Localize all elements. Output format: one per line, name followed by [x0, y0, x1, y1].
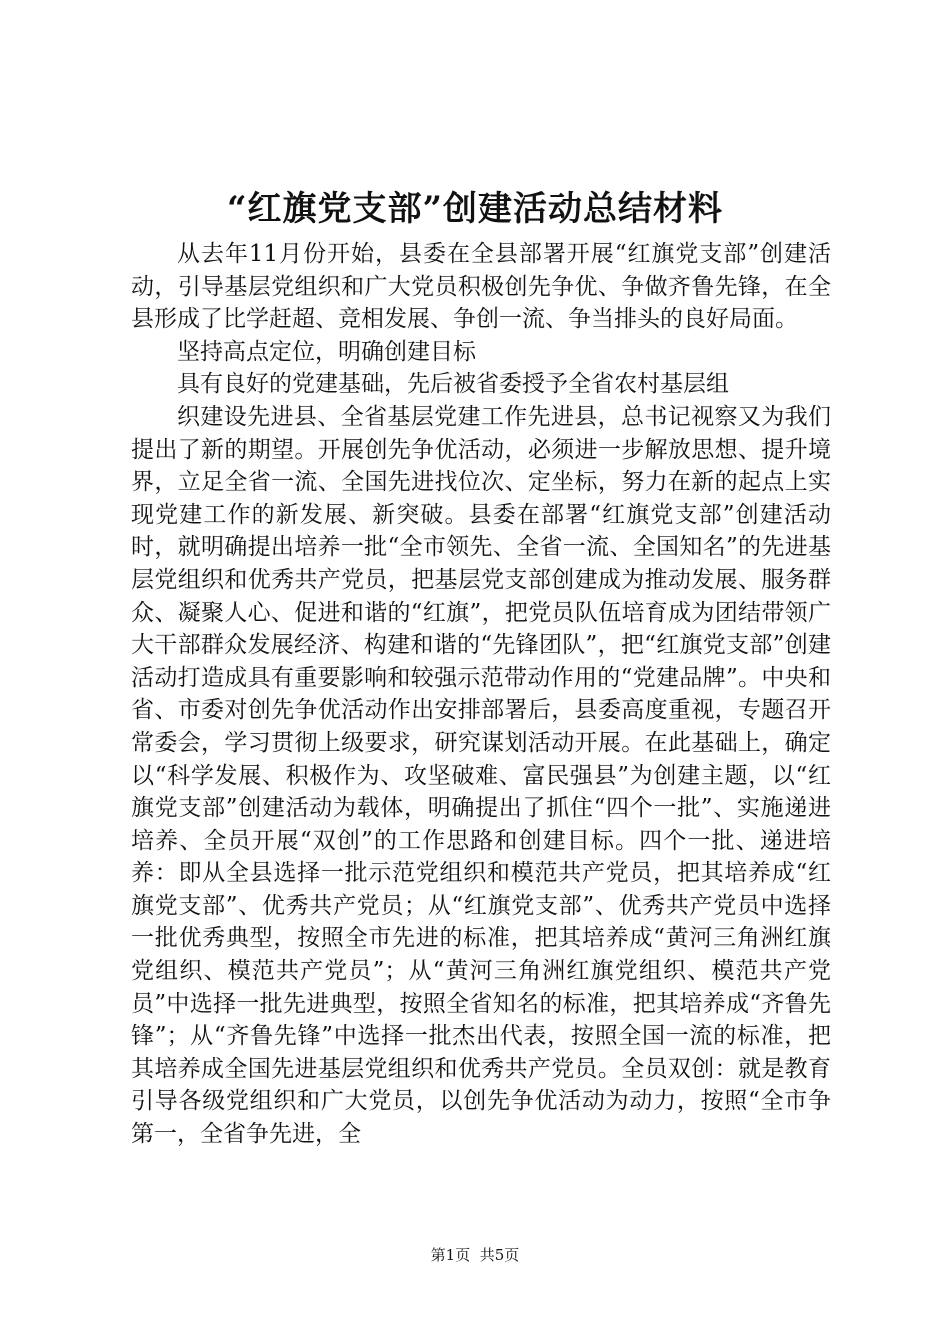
total-pages: 共5页 [479, 1246, 520, 1264]
footer-spacer [470, 1246, 480, 1264]
page-number: 第1页 [430, 1246, 471, 1264]
page-footer [0, 1244, 950, 1266]
document-title: “红旗党支部”创建活动总结材料 [226, 189, 724, 229]
paragraph-section-heading: 坚持高点定位，明确创建目标 [177, 338, 476, 365]
paragraph-main: 织建设先进县、全省基层党建工作先进县，总书记视察又为我们提出了新的期望。开展创先争优活动，必须进一步解放思想、提升境界，立足全省一流、全国先进找位次、定坐标，努力在新的起点上实现党建工作的新发展、新突破。县委在部署“红旗党支部”创建活动时，就明确提出培养一批“全市领先、全省一流、全国知名”的先进基层党组织和优秀共产党员，把基层党支部创建成为推动发展、服务群众、凝聚人心、促进和谐的“红旗”，把党员队伍培育成为团结带领广大干部群众发展经济、构建和谐的“先锋团队”，把“红旗党支部”创建活动打造成具有重要影响和较强示范带动作用的“党建品牌”。中央和省、市委对创先争优活动作出安排部署后，县委高度重视，专题召开常委会，学习贯彻上级要求，研究谋划活动开展。在此基础上，确定以“科学发展、积极作为、攻坚破难、富民强县”为创建主题，以“红旗党支部”创建活动为载体，明确提出了抓住“四个一批”、实施递进培养、全员开展“双创”的工作思路和创建目标。四个一批、递进培养：即从全县选择一批示范党组织和模范共产党员，把其培养成“红旗党支部”、优秀共产党员；从“红旗党支部”、优秀共产党员中选择一批优秀典型，按照全市先进的标准，把其培养成“黄河三角洲红旗党组织、模范共产党员”；从“黄河三角洲红旗党组织、模范共产党员”中选择一批先进典型，按照全省知名的标准，把其培养成“齐鲁先锋”；从“齐鲁先锋”中选择一批杰出代表，按照全国一流的标准，把其培养成全国先进基层党组织和优秀共产党员。全员双创：就是教育引导各级党组织和广大党员，以创先争优活动为动力，按照“全市争第一，全省争先进，全 [131, 403, 831, 1148]
paragraph-foundation: 具有良好的党建基础，先后被省委授予全省农村基层组 [177, 371, 729, 398]
paragraph-intro: 从去年11月份开始，县委在全县部署开展“红旗党支部”创建活动，引导基层党组织和广大党员积极创先争优、争做齐鲁先锋，在全县形成了比学赶超、竞相发展、争创一流、争当排头的良好局面。 [131, 241, 831, 333]
document-body [131, 238, 831, 1151]
